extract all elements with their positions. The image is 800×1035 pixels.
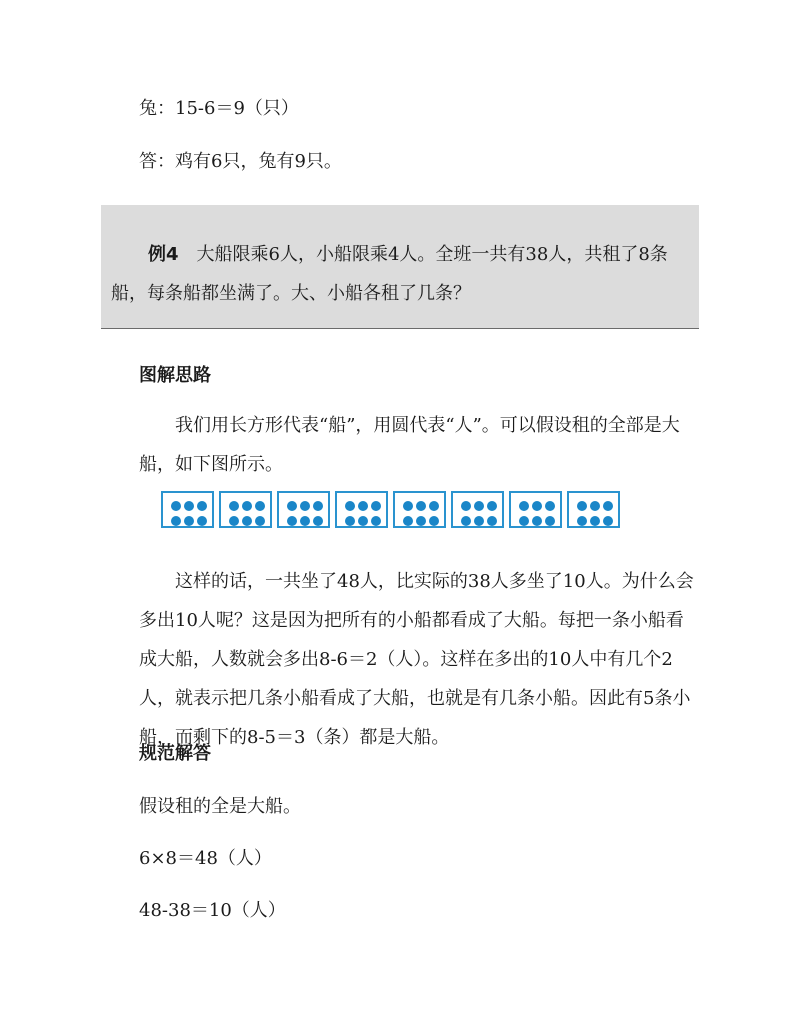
boat-rectangle	[219, 491, 272, 528]
person-circle	[313, 516, 323, 526]
person-circle	[371, 516, 381, 526]
person-circle	[358, 516, 368, 526]
example-problem	[111, 235, 691, 313]
person-circle	[603, 501, 613, 511]
person-circle	[461, 501, 471, 511]
boat-rectangle	[509, 491, 562, 528]
person-circle	[590, 501, 600, 511]
boat-rectangle	[161, 491, 214, 528]
previous-answer: 答：鸡有6只，兔有9只。	[139, 151, 342, 172]
person-circle	[532, 516, 542, 526]
person-circle	[255, 501, 265, 511]
person-circle	[229, 501, 239, 511]
person-circle	[474, 501, 484, 511]
boat-rectangle	[451, 491, 504, 528]
example-text: 大船限乘6人，小船限乘4人。全班一共有38人，共租了8条船，每条船都坐满了。大、小船各租了几条？	[111, 244, 668, 304]
person-circle	[171, 501, 181, 511]
diagram-explanation: 这样的话，一共坐了48人，比实际的38人多坐了10人。为什么会多出10人呢？这是因为把所有的小船都看成了大船。每把一条小船看成大船，人数就会多出8-6＝2（人）。这样在多出的10人中有几个2人，就表示把几条小船看成了大船，也就是有几条小船。因此有5条小船，而剩下的8-5＝3（条）都是大船。	[139, 571, 694, 748]
person-circle	[545, 516, 555, 526]
person-circle	[403, 501, 413, 511]
person-circle	[429, 501, 439, 511]
person-circle	[313, 501, 323, 511]
person-circle	[577, 501, 587, 511]
person-circle	[429, 516, 439, 526]
diagram-intro: 我们用长方形代表“船”，用圆代表“人”。可以假设租的全部是大船，如下图所示。	[139, 415, 680, 475]
person-circle	[519, 501, 529, 511]
person-circle	[603, 516, 613, 526]
solution-step-3: 48-38＝10（人）	[139, 900, 286, 921]
solution-step-1: 假设租的全是大船。	[139, 796, 301, 817]
person-circle	[300, 501, 310, 511]
person-circle	[487, 501, 497, 511]
person-circle	[590, 516, 600, 526]
person-circle	[184, 516, 194, 526]
boat-rectangle	[567, 491, 620, 528]
person-circle	[171, 516, 181, 526]
rabbit-calculation: 兔：15-6＝9（只）	[139, 98, 299, 119]
person-circle	[461, 516, 471, 526]
person-circle	[519, 516, 529, 526]
person-circle	[487, 516, 497, 526]
example-box	[101, 205, 699, 329]
person-circle	[371, 501, 381, 511]
person-circle	[300, 516, 310, 526]
person-circle	[287, 516, 297, 526]
person-circle	[242, 516, 252, 526]
person-circle	[577, 516, 587, 526]
person-circle	[358, 501, 368, 511]
person-circle	[416, 501, 426, 511]
person-circle	[255, 516, 265, 526]
person-circle	[403, 516, 413, 526]
person-circle	[345, 501, 355, 511]
boat-rectangle	[277, 491, 330, 528]
person-circle	[345, 516, 355, 526]
person-circle	[197, 516, 207, 526]
person-circle	[416, 516, 426, 526]
boat-rectangle	[393, 491, 446, 528]
person-circle	[474, 516, 484, 526]
section-heading-diagram: 图解思路	[139, 365, 211, 386]
person-circle	[532, 501, 542, 511]
solution-step-2: 6×8＝48（人）	[139, 848, 272, 869]
person-circle	[184, 501, 194, 511]
section-heading-solution: 规范解答	[139, 743, 211, 764]
person-circle	[197, 501, 207, 511]
boat-rectangle	[335, 491, 388, 528]
person-circle	[242, 501, 252, 511]
boat-diagram	[161, 491, 620, 531]
person-circle	[545, 501, 555, 511]
example-tag: 例4	[148, 244, 179, 265]
person-circle	[229, 516, 239, 526]
person-circle	[287, 501, 297, 511]
